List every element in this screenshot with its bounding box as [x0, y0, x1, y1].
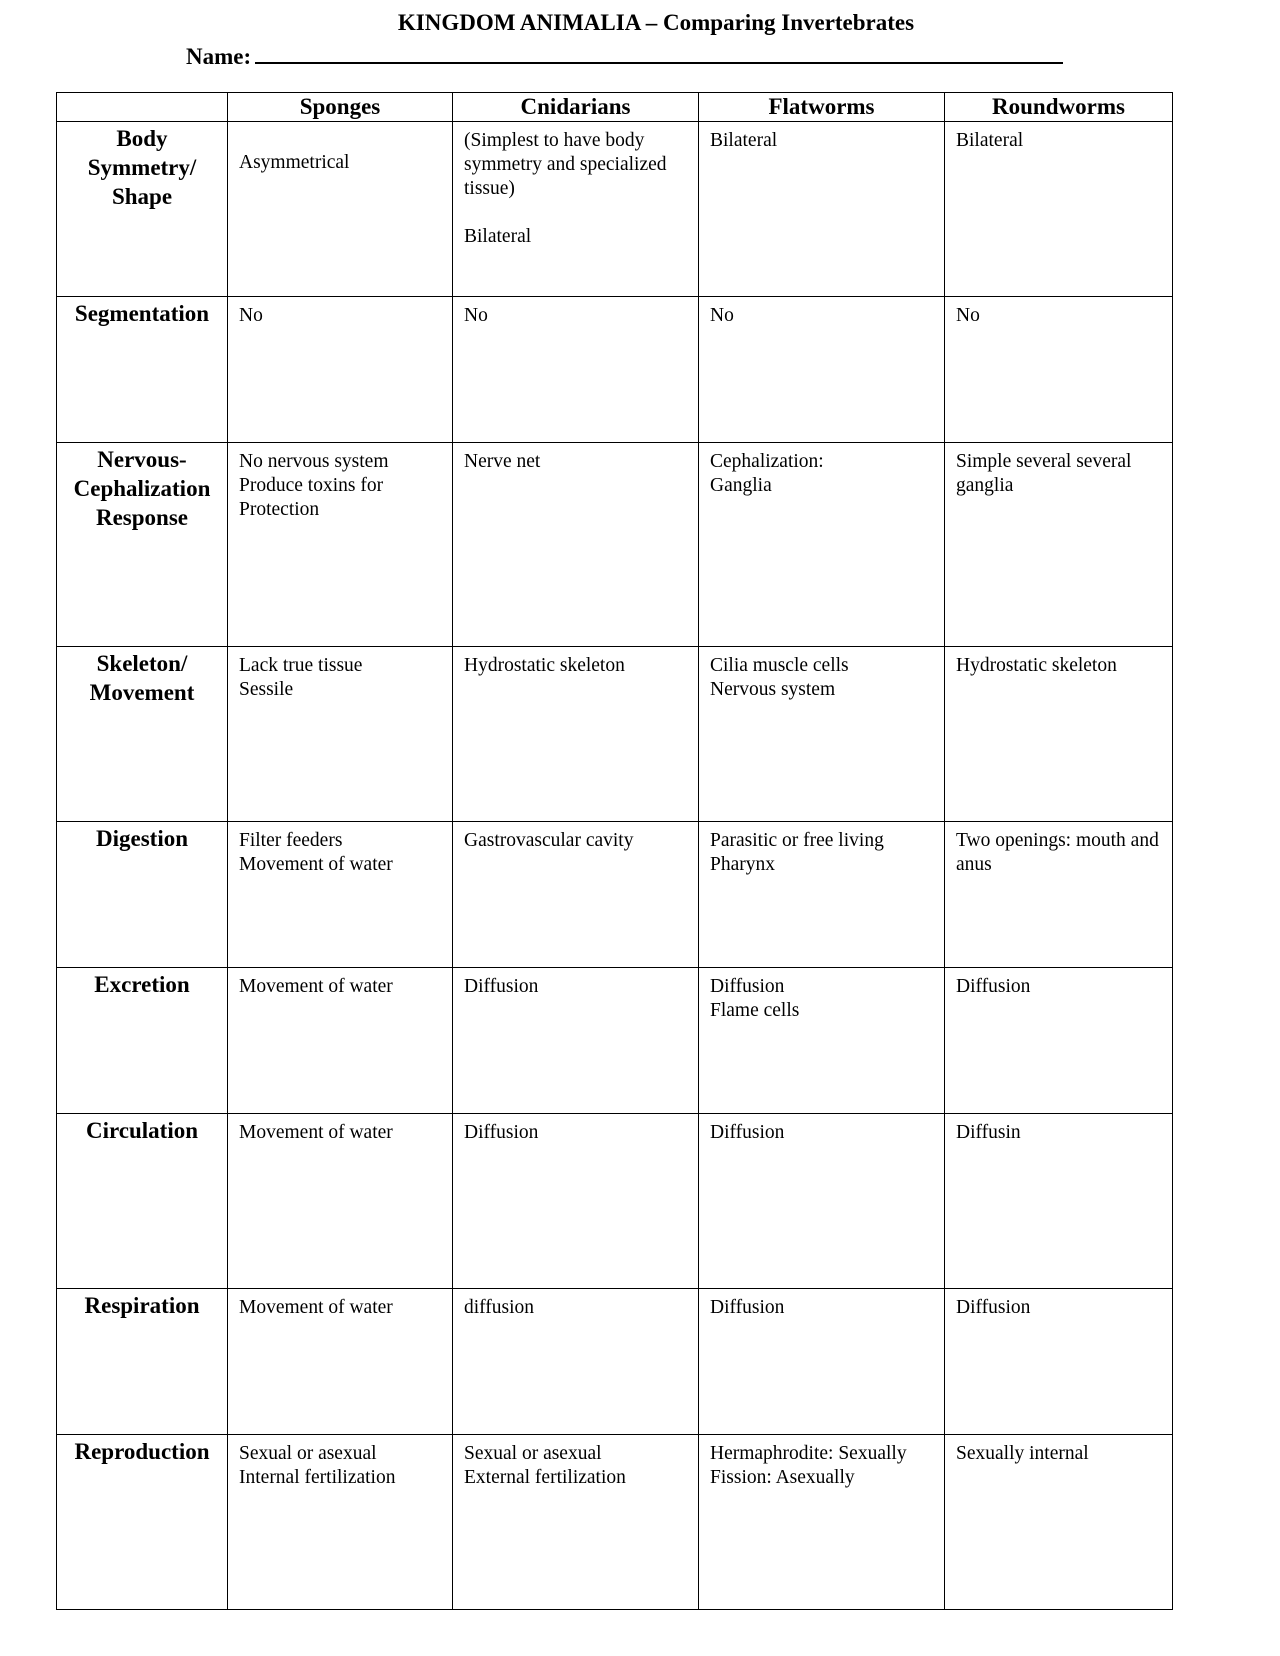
row-label-circulation: Circulation: [57, 1114, 228, 1289]
table-cell: Bilateral: [699, 122, 945, 297]
table-cell: Gastrovascular cavity: [453, 822, 699, 968]
table-cell: Movement of water: [228, 968, 453, 1114]
table-cell: Hydrostatic skeleton: [945, 647, 1173, 822]
table-cell: No: [945, 297, 1173, 443]
row-label-reproduction: Reproduction: [57, 1435, 228, 1610]
table-cell: No: [228, 297, 453, 443]
table-cell: Cilia muscle cells Nervous system: [699, 647, 945, 822]
table-cell: Diffusin: [945, 1114, 1173, 1289]
table-cell: Filter feeders Movement of water: [228, 822, 453, 968]
table-cell: Diffusion: [699, 1289, 945, 1435]
table-cell: Sexually internal: [945, 1435, 1173, 1610]
row-label-skeleton: Skeleton/ Movement: [57, 647, 228, 822]
table-cell: Two openings: mouth and anus: [945, 822, 1173, 968]
table-cell: Diffusion: [945, 1289, 1173, 1435]
table-cell: Movement of water: [228, 1289, 453, 1435]
row-label-excretion: Excretion: [57, 968, 228, 1114]
table-cell: Simple several several ganglia: [945, 443, 1173, 647]
table-cell: Nerve net: [453, 443, 699, 647]
column-header-flatworms: Flatworms: [699, 93, 945, 122]
name-blank-line[interactable]: [255, 40, 1063, 64]
row-label-digestion: Digestion: [57, 822, 228, 968]
column-header-cnidarians: Cnidarians: [453, 93, 699, 122]
corner-header: [57, 93, 228, 122]
table-cell: Diffusion: [453, 1114, 699, 1289]
comparison-table: [56, 92, 1173, 1610]
table-row: [57, 822, 1173, 968]
table-cell: No: [453, 297, 699, 443]
table-cell: Diffusion: [945, 968, 1173, 1114]
table-row: [57, 1114, 1173, 1289]
page-title: KINGDOM ANIMALIA – Comparing Invertebrates: [397, 10, 915, 35]
table-cell: Sexual or asexual External fertilization: [453, 1435, 699, 1610]
header-row: [57, 93, 1173, 122]
table-cell: Diffusion Flame cells: [699, 968, 945, 1114]
table-cell: (Simplest to have body symmetry and specialized tissue) Bilateral: [453, 122, 699, 297]
table-cell: Diffusion: [699, 1114, 945, 1289]
row-label-nervous: Nervous- Cephalization Response: [57, 443, 228, 647]
table-cell: diffusion: [453, 1289, 699, 1435]
column-header-roundworms: Roundworms: [945, 93, 1173, 122]
table-cell: No nervous system Produce toxins for Protection: [228, 443, 453, 647]
table-cell: Parasitic or free living Pharynx: [699, 822, 945, 968]
table-cell: Sexual or asexual Internal fertilization: [228, 1435, 453, 1610]
table-row: [57, 968, 1173, 1114]
table-row: [57, 443, 1173, 647]
table-cell: Hermaphrodite: Sexually Fission: Asexually: [699, 1435, 945, 1610]
table-cell: Asymmetrical: [228, 122, 453, 297]
name-field: [186, 40, 1063, 70]
table-cell: No: [699, 297, 945, 443]
table-cell: Lack true tissue Sessile: [228, 647, 453, 822]
table-cell: Hydrostatic skeleton: [453, 647, 699, 822]
column-header-sponges: Sponges: [228, 93, 453, 122]
table-row: [57, 122, 1173, 297]
table-cell: Movement of water: [228, 1114, 453, 1289]
table-cell: Diffusion: [453, 968, 699, 1114]
table-row: [57, 1289, 1173, 1435]
table-row: [57, 1435, 1173, 1610]
table-row: [57, 297, 1173, 443]
table-cell: Bilateral: [945, 122, 1173, 297]
row-label-body-symmetry: Body Symmetry/ Shape: [57, 122, 228, 297]
row-label-respiration: Respiration: [57, 1289, 228, 1435]
table-row: [57, 647, 1173, 822]
table-cell: Cephalization: Ganglia: [699, 443, 945, 647]
name-label: Name:: [186, 44, 252, 69]
row-label-segmentation: Segmentation: [57, 297, 228, 443]
